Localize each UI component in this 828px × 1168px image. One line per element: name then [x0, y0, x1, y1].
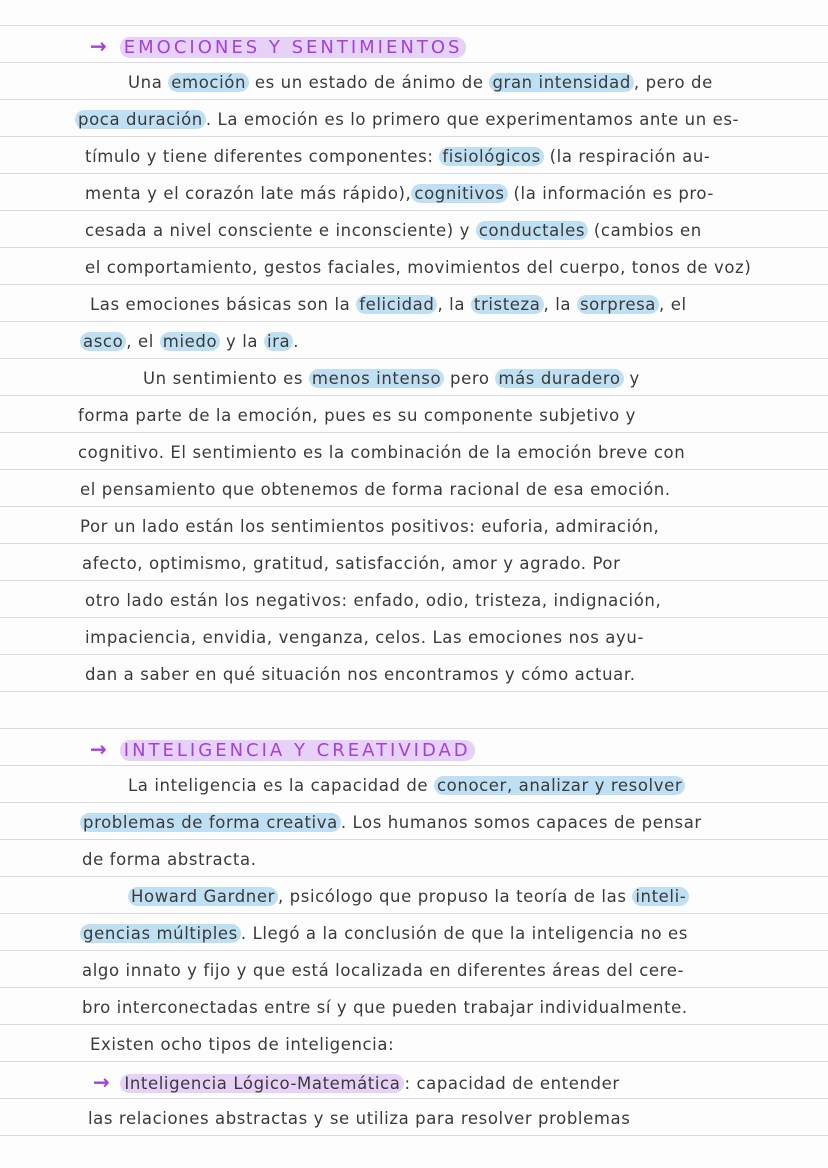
highlighted-term: Inteligencia Lógico-Matemática — [120, 1074, 404, 1093]
highlighted-term: asco — [80, 332, 126, 351]
text-line — [80, 512, 659, 542]
text-segment: Por un lado están los sentimientos positivos: euforia, admiración, — [80, 517, 660, 536]
text-line — [128, 882, 689, 912]
text-line — [90, 1030, 394, 1060]
text-line — [85, 586, 661, 616]
text-segment: tímulo y tiene diferentes componentes: — [85, 147, 440, 166]
text-segment: . La emoción es lo primero que experimentamos ante un es- — [205, 110, 740, 129]
ruled-line — [0, 99, 828, 100]
text-segment: (cambios en — [588, 221, 702, 240]
highlighted-term: INTELIGENCIA Y CREATIVIDAD — [120, 740, 475, 761]
text-segment: el comportamiento, gestos faciales, movimientos del cuerpo, tonos de voz) — [85, 258, 752, 277]
highlighted-term: gencias múltiples — [80, 924, 241, 943]
arrow-right-icon: → — [90, 737, 110, 761]
highlighted-term: felicidad — [356, 295, 437, 314]
ruled-line — [0, 173, 828, 174]
text-segment: . Llegó a la conclusión de que la inteligencia no es — [240, 924, 688, 943]
ruled-line — [0, 1061, 828, 1062]
ruled-line — [0, 506, 828, 507]
text-segment: (la información es pro- — [507, 184, 714, 203]
text-segment: es un estado de ánimo de — [249, 73, 490, 92]
highlighted-term: Howard Gardner — [128, 887, 278, 906]
text-line — [80, 919, 688, 949]
text-segment: afecto, optimismo, gratitud, satisfacción, amor y agrado. Por — [82, 554, 621, 573]
ruled-line — [0, 210, 828, 211]
text-segment: , el — [659, 295, 687, 314]
ruled-line — [0, 1024, 828, 1025]
text-segment: : capacidad de entender — [404, 1074, 620, 1093]
ruled-line — [0, 358, 828, 359]
text-segment: , el — [126, 332, 160, 351]
text-segment: . Los humanos somos capaces de pensar — [340, 813, 702, 832]
text-line — [82, 956, 684, 986]
ruled-line — [0, 25, 828, 26]
text-segment: Existen ocho tipos de inteligencia: — [90, 1035, 395, 1054]
ruled-line — [0, 136, 828, 137]
highlighted-term: inteli- — [632, 887, 689, 906]
ruled-line — [0, 839, 828, 840]
text-line — [82, 549, 621, 579]
text-segment: otro lado están los negativos: enfado, odio, tristeza, indignación, — [85, 591, 662, 610]
ruled-line — [0, 432, 828, 433]
text-segment: Una — [128, 73, 169, 92]
text-line — [78, 438, 685, 468]
highlighted-term: conocer, analizar y resolver — [434, 776, 685, 795]
highlighted-term: menos intenso — [309, 369, 444, 388]
highlighted-term: más duradero — [495, 369, 623, 388]
text-line — [88, 1104, 630, 1134]
text-line — [143, 364, 640, 394]
highlighted-term: EMOCIONES Y SENTIMIENTOS — [120, 37, 467, 58]
ruled-line — [0, 1135, 828, 1136]
text-line — [85, 660, 636, 690]
highlighted-term: miedo — [160, 332, 220, 351]
highlighted-term: fisiológicos — [439, 147, 543, 166]
text-segment: Un sentimiento es — [143, 369, 309, 388]
text-segment: dan a saber en qué situación nos encontramos y cómo actuar. — [85, 665, 636, 684]
ruled-line — [0, 1098, 828, 1099]
text-line — [128, 771, 685, 801]
highlighted-term: tristeza — [471, 295, 544, 314]
ruled-line — [0, 617, 828, 618]
ruled-line — [0, 654, 828, 655]
text-segment: Las emociones básicas son la — [90, 295, 357, 314]
arrow-right-icon: → — [93, 1070, 111, 1094]
ruled-line — [0, 765, 828, 766]
text-segment: y la — [220, 332, 264, 351]
text-segment: La inteligencia es la capacidad de — [128, 776, 435, 795]
text-segment: el pensamiento que obtenemos de forma racional de esa emoción. — [80, 480, 671, 499]
section-heading — [90, 31, 466, 61]
ruled-line — [0, 691, 828, 692]
text-segment: , psicólogo que propuso la teoría de las — [277, 887, 633, 906]
ruled-line — [0, 395, 828, 396]
ruled-line — [0, 247, 828, 248]
text-line — [85, 253, 751, 283]
text-segment: , pero de — [633, 73, 713, 92]
ruled-line — [0, 321, 828, 322]
text-line — [80, 808, 702, 838]
ruled-line — [0, 876, 828, 877]
text-segment: , la — [437, 295, 471, 314]
ruled-line — [0, 284, 828, 285]
arrow-right-icon: → — [90, 34, 110, 58]
ruled-line — [0, 987, 828, 988]
text-segment: , la — [543, 295, 577, 314]
text-segment: las relaciones abstractas y se utiliza para resolver problemas — [88, 1109, 631, 1128]
highlighted-term: emoción — [168, 73, 249, 92]
text-line — [85, 623, 644, 653]
ruled-line — [0, 62, 828, 63]
text-line — [85, 179, 714, 209]
text-line — [90, 290, 687, 320]
section-heading — [90, 734, 475, 764]
highlighted-term: sorpresa — [577, 295, 659, 314]
ruled-line — [0, 543, 828, 544]
text-line — [128, 68, 713, 98]
text-segment: y — [623, 369, 640, 388]
ruled-line — [0, 950, 828, 951]
text-line — [80, 475, 671, 505]
ruled-line — [0, 580, 828, 581]
text-segment: cesada a nivel consciente e inconsciente) y — [85, 221, 476, 240]
highlighted-term: gran intensidad — [489, 73, 633, 92]
text-line — [78, 401, 636, 431]
highlighted-term: ira — [264, 332, 293, 351]
text-segment: cognitivo. El sentimiento es la combinación de la emoción breve con — [78, 443, 686, 462]
text-segment: forma parte de la emoción, pues es su componente subjetivo y — [78, 406, 637, 425]
highlighted-term: poca duración — [75, 110, 206, 129]
highlighted-term: conductales — [476, 221, 588, 240]
text-line — [82, 993, 688, 1023]
text-segment: impaciencia, envidia, venganza, celos. Las emociones nos ayu- — [85, 628, 644, 647]
ruled-line — [0, 469, 828, 470]
text-segment: (la respiración au- — [543, 147, 711, 166]
text-segment: menta y el corazón late más rápido), — [85, 184, 412, 203]
text-line — [93, 1067, 620, 1097]
text-segment: bro interconectadas entre sí y que pueden trabajar individualmente. — [82, 998, 688, 1017]
text-line — [85, 216, 702, 246]
text-line — [75, 105, 739, 135]
text-segment: de forma abstracta. — [82, 850, 257, 869]
text-segment: pero — [444, 369, 496, 388]
text-line — [80, 327, 299, 357]
highlighted-term: cognitivos — [411, 184, 507, 203]
text-line — [85, 142, 711, 172]
ruled-line — [0, 913, 828, 914]
highlighted-term: problemas de forma creativa — [80, 813, 341, 832]
ruled-line — [0, 802, 828, 803]
ruled-line — [0, 728, 828, 729]
text-segment: . — [293, 332, 300, 351]
text-segment: algo innato y fijo y que está localizada en diferentes áreas del cere- — [82, 961, 685, 980]
text-line — [82, 845, 257, 875]
